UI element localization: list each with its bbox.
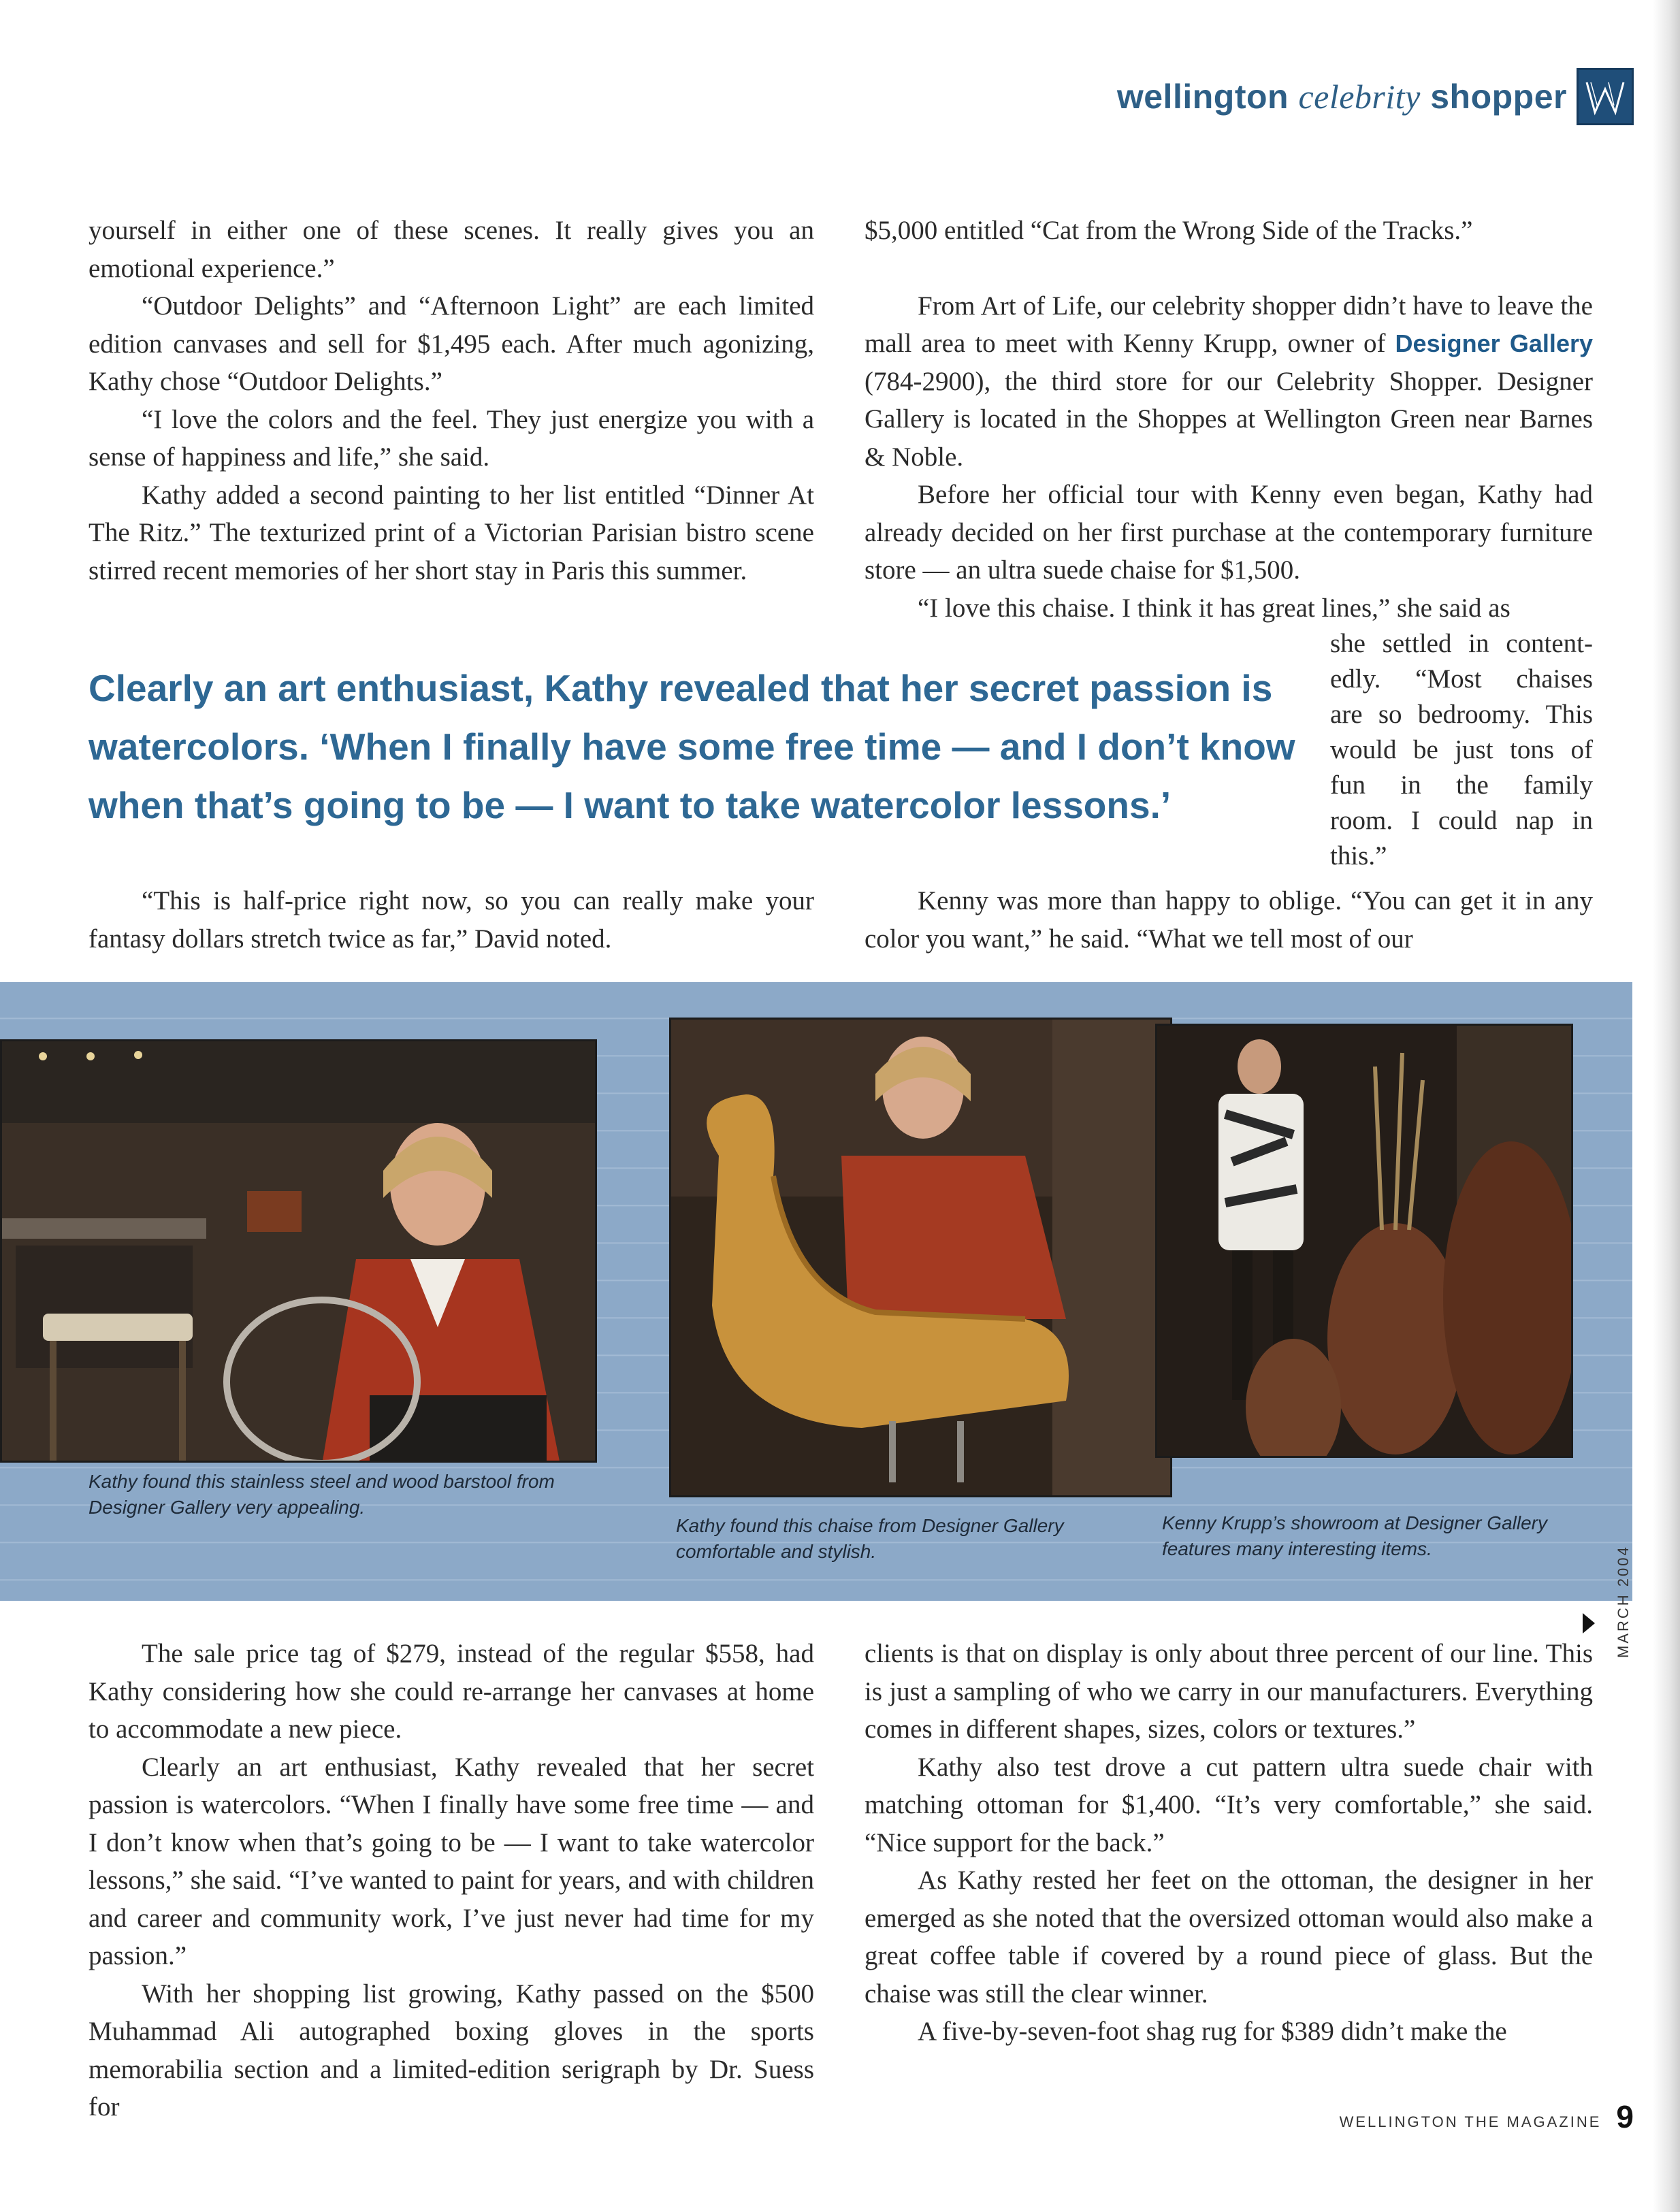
article-column-top-right	[865, 212, 1593, 627]
photo-showroom-illustration	[1157, 1026, 1573, 1458]
continue-arrow-icon	[1583, 1613, 1595, 1633]
wrap-line: fun in the family	[1330, 770, 1593, 800]
section-title-part2: shopper	[1420, 78, 1567, 116]
section-title-italic: celebrity	[1298, 78, 1421, 116]
section-title-part1: wellington	[1116, 78, 1299, 116]
w-monogram-glyph	[1581, 73, 1629, 120]
article-column-bottom-left	[88, 1635, 814, 2126]
photo-barstool	[0, 1039, 597, 1463]
photo-caption-showroom: Kenny Krupp’s showroom at Designer Gallery features many interesting items.	[1162, 1512, 1547, 1559]
paragraph: Kathy added a second painting to her list entitled “Dinner At The Ritz.” The texturized print of a Victorian Parisian bistro scene stirred recent memories of her short stay in Paris this summer.	[88, 480, 814, 585]
paragraph: “I love this chaise. I think it has great lines,” she said as	[918, 593, 1511, 623]
page-footer	[1340, 2098, 1634, 2135]
magazine-name: WELLINGTON THE MAGAZINE	[1339, 2113, 1602, 2130]
wrap-line: she settled in content-	[1330, 629, 1593, 658]
article-column-wrap-narrow	[1330, 626, 1593, 874]
section-title	[1117, 77, 1567, 116]
page-edge-shadow	[1653, 0, 1680, 2212]
wrap-line: would be just tons of	[1330, 735, 1593, 764]
paragraph: Clearly an art enthusiast, Kathy revealed that her secret passion is watercolors. “When I finally have some free time — and I don’t know when that’s going to be — I want to take watercolor lessons,” she said. “I’ve wanted to paint for years, and with children and career and community work, I’ve just never had time for my passion.”	[88, 1752, 814, 1970]
paragraph-text: From Art of Life, our celebrity shopper didn’t have to leave the mall area to meet with Kenny Krupp, owner of	[865, 291, 1593, 358]
paragraph: Before her official tour with Kenny even began, Kathy had already decided on her first purchase at the contemporary furniture store — an ultra suede chaise for $1,500.	[865, 480, 1593, 585]
article-column-mid-right	[865, 882, 1593, 958]
page-number: 9	[1616, 2099, 1634, 2134]
paragraph: Kenny was more than happy to oblige. “You can get it in any color you want,” he said. “What we tell most of our	[865, 886, 1593, 954]
wrap-line: are so bedroomy. This	[1330, 700, 1593, 729]
paragraph	[865, 287, 1593, 476]
wrap-line: room. I could nap in	[1330, 806, 1593, 835]
paragraph: Kathy also test drove a cut pattern ultra suede chair with matching ottoman for $1,400. “It’s very comfortable,” she said. “Nice support for the back.”	[865, 1752, 1593, 1857]
paragraph: The sale price tag of $279, instead of the regular $558, had Kathy considering how she could re-arrange her canvases at home to accommodate a new piece.	[88, 1639, 814, 1744]
wrap-line: this.”	[1330, 841, 1387, 871]
photo-barstool-illustration	[2, 1041, 597, 1463]
paragraph: “I love the colors and the feel. They just energize you with a sense of happiness and life,” she said.	[88, 404, 814, 472]
photo-chaise-illustration	[671, 1020, 1172, 1497]
photo-showroom	[1155, 1024, 1573, 1458]
paragraph-text: (784-2900), the third store for our Celebrity Shopper. Designer Gallery is located in the Shoppes at Wellington Green near Barnes & Noble.	[865, 366, 1593, 472]
paragraph: “Outdoor Delights” and “Afternoon Light” are each limited edition canvases and sell for $1,495 each. After much agonizing, Kathy chose “Outdoor Delights.”	[88, 291, 814, 396]
photo-caption-chaise: Kathy found this chaise from Designer Gallery comfortable and stylish.	[676, 1515, 1064, 1562]
paragraph: With her shopping list growing, Kathy passed on the $500 Muhammad Ali autographed boxing gloves in the sports memorabilia section and a limited-edition serigraph by Dr. Suess for	[88, 1979, 814, 2121]
paragraph: “This is half-price right now, so you can really make your fantasy dollars stretch twice as far,” David noted.	[88, 886, 814, 954]
wrap-line: edly. “Most chaises	[1330, 664, 1593, 694]
store-name-highlight: Designer Gallery	[1395, 329, 1593, 357]
article-column-mid-left	[88, 882, 814, 958]
paragraph: As Kathy rested her feet on the ottoman, the designer in her emerged as she noted that the oversized ottoman would also make a great coffee table if covered by a round piece of glass. But the chaise was still the clear winner.	[865, 1866, 1593, 2008]
photo-chaise	[669, 1018, 1172, 1497]
photo-caption-barstool: Kathy found this stainless steel and wood barstool from Designer Gallery very appealing.	[88, 1471, 555, 1518]
section-header	[1117, 65, 1634, 128]
paragraph: $5,000 entitled “Cat from the Wrong Side of the Tracks.”	[865, 216, 1473, 245]
pull-quote: Clearly an art enthusiast, Kathy revealed that her secret passion is watercolors. ‘When I finally have some free time — and I don’t know when that’s going to be — I want to take watercolor lessons.’	[88, 667, 1295, 826]
issue-date-vertical	[1608, 1522, 1635, 1658]
w-monogram-logo-icon	[1577, 68, 1634, 125]
article-column-bottom-right	[865, 1635, 1593, 2051]
article-column-top-left	[88, 212, 814, 589]
issue-date-text: MARCH 2004	[1615, 1545, 1632, 1658]
paragraph: yourself in either one of these scenes. It really gives you an emotional experience.”	[88, 216, 814, 283]
paragraph: A five-by-seven-foot shag rug for $389 didn’t make the	[918, 2017, 1507, 2046]
paragraph: clients is that on display is only about three percent of our line. This is just a sampling of who we carry in our manufacturers. Everything comes in different shapes, sizes, colors or textures.”	[865, 1639, 1593, 1744]
